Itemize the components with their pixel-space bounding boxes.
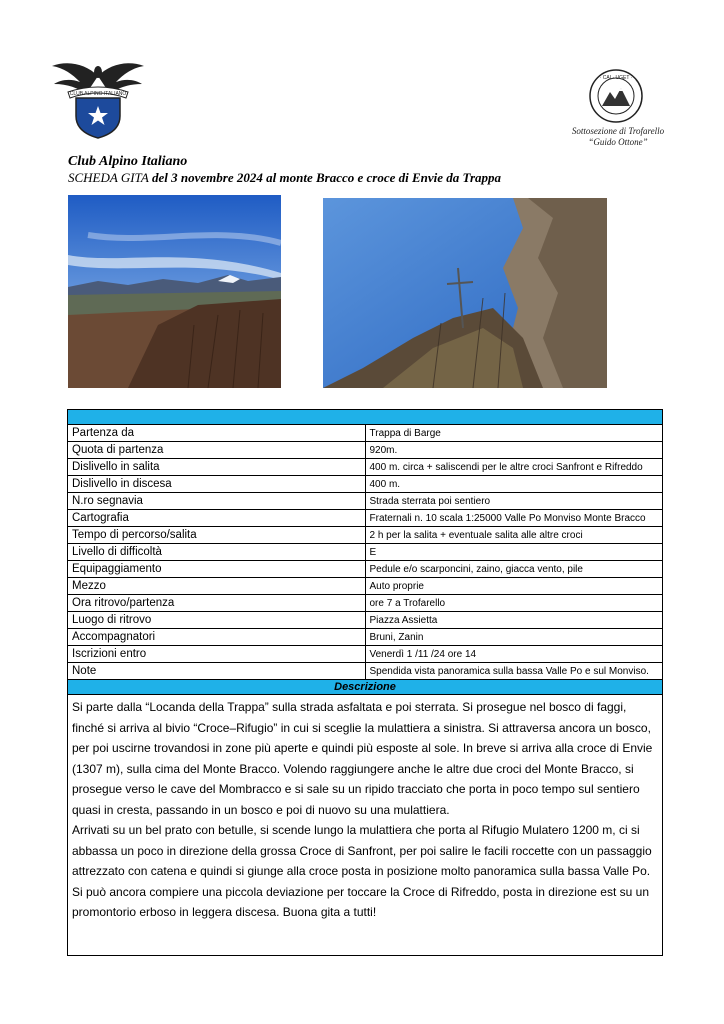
trip-label: SCHEDA GITA [68,170,149,185]
description-paragraph: Arrivati su un bel prato con betulle, si scende lungo la mulattiera che porta al Rifugio Mulatero 1200 m, ci si abbassa un poco in direzione della grossa Croce di Sanfront, per poi salire le facili roccette con un passaggio attrezzato con catena e quindi si giunge alla croce posta in posizione molto panoramica sulla bassa Valle Po. [72,823,652,878]
subsection-name: Sottosezione di Trofarello [571,126,665,136]
row-label: Dislivello in salita [68,459,366,476]
row-label: Ora ritrovo/partenza [68,595,366,612]
table-row [68,578,663,595]
table-row [68,510,663,527]
row-value: Bruni, Zanin [365,629,663,646]
description-header [68,680,663,695]
row-label: N.ro segnavia [68,493,366,510]
table-row [68,663,663,680]
table-row [68,425,663,442]
subsection-dedication: “Guido Ottone” [588,137,648,147]
row-value: 400 m. [365,476,663,493]
description-body [68,695,663,956]
row-label: Partenza da [68,425,366,442]
table-header-band [68,410,663,425]
description-title: Descrizione [68,680,663,695]
row-label: Equipaggiamento [68,561,366,578]
table-row [68,476,663,493]
table-row [68,442,663,459]
table-row [68,527,663,544]
row-value: Piazza Assietta [365,612,663,629]
svg-text:· CAI · UGET ·: · CAI · UGET · [599,75,633,81]
table-row [68,629,663,646]
table-row [68,544,663,561]
table-row [68,595,663,612]
svg-text:CLUB ALPINO ITALIANO: CLUB ALPINO ITALIANO [69,91,127,97]
trip-details: del 3 novembre 2024 al monte Bracco e croce di Envie da Trappa [152,170,502,185]
row-label: Tempo di percorso/salita [68,527,366,544]
table-row [68,561,663,578]
row-label: Quota di partenza [68,442,366,459]
row-label: Mezzo [68,578,366,595]
row-value: 920m. [365,442,663,459]
row-value: Fraternali n. 10 scala 1:25000 Valle Po Monviso Monte Bracco [365,510,663,527]
row-label: Note [68,663,366,680]
row-value: Auto proprie [365,578,663,595]
row-label: Livello di difficoltà [68,544,366,561]
cai-logo [50,58,146,140]
club-title: Club Alpino Italiano [68,154,188,169]
row-label: Accompagnatori [68,629,366,646]
row-value: Venerdì 1 /11 /24 ore 14 [365,646,663,663]
description-text [68,695,663,956]
table-row [68,646,663,663]
table-row [68,612,663,629]
row-value: 400 m. circa + saliscendi per le altre croci Sanfront e Rifreddo [365,459,663,476]
row-value: 2 h per la salita + eventuale salita alle altre croci [365,527,663,544]
row-label: Luogo di ritrovo [68,612,366,629]
trip-info-table [67,409,663,956]
row-value: ore 7 a Trofarello [365,595,663,612]
row-label: Cartografia [68,510,366,527]
description-paragraph: Si può ancora compiere una piccola deviazione per toccare la Croce di Rifreddo, posta in direzione est su un promontorio erboso in leggera discesa. Buona gita a tutti! [72,884,649,919]
summit-cross-photo [323,198,607,388]
row-label: Iscrizioni entro [68,646,366,663]
trip-title [68,170,501,186]
subsection-logo [588,68,644,124]
valley-panorama-photo [68,195,281,388]
table-row [68,459,663,476]
row-label: Dislivello in discesa [68,476,366,493]
row-value: E [365,544,663,561]
row-value: Strada sterrata poi sentiero [365,493,663,510]
table-row [68,493,663,510]
description-paragraph: Si parte dalla “Locanda della Trappa” sulla strada asfaltata e poi sterrata. Si prosegue nel bosco di faggi, finché si arriva al bivio “Croce–Rifugio” in cui si sceglie la mulattiera a sinistra. Si attraversa ancora un bosco, per poi uscirne trovandosi in zone più aperte e quindi più esposte al sole. In breve si arriva alla croce di Envie (1307 m), sulla cima del Monte Bracco. Volendo raggiungere anche le altre due croci del Monte Bracco, si prosegue verso le cave del Mombracco e si sale su un ripido tracciato che porta in poco tempo sul sentiero quasi in cresta, passando in un bosco e poi di nuovo su una mulattiera. [72,700,653,817]
row-value: Spendida vista panoramica sulla bassa Valle Po e sul Monviso. [365,663,663,680]
row-value: Pedule e/o scarponcini, zaino, giacca vento, pile [365,561,663,578]
row-value: Trappa di Barge [365,425,663,442]
